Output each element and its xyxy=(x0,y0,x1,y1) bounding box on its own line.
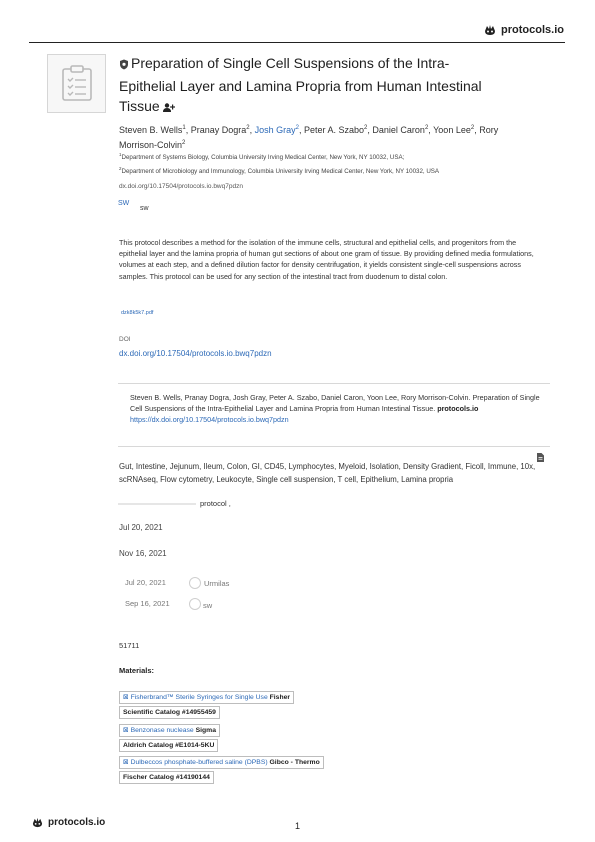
material-item: ⊠ Fisherbrand™ Sterile Syringes for Single Use Fisher xyxy=(119,691,294,704)
materials-heading: Materials: xyxy=(119,666,155,675)
author: Peter A. Szabo$^2$ xyxy=(304,125,368,135)
history-date: Sep 16, 2021 xyxy=(125,599,170,608)
author: Rory Morrison-Colvin$^2$ xyxy=(119,125,499,150)
material-link[interactable]: ⊠ Fisherbrand™ Sterile Syringes for Single Use xyxy=(123,694,268,701)
pdf-attachment-link[interactable]: dzk8k5k7.pdf xyxy=(121,310,154,316)
shield-icon xyxy=(119,55,129,76)
material-item: ⊠ Dulbeccos phosphate-buffered saline (DPBS) Gibco - Thermo xyxy=(119,756,324,769)
material-catalog: Scientific Catalog #14955459 xyxy=(119,706,220,719)
citation-url[interactable]: https://dx.doi.org/10.17504/protocols.io.bwq7pdzn xyxy=(130,415,289,425)
material-link[interactable]: ⊠ Benzonase nuclease xyxy=(123,727,194,734)
avatar xyxy=(189,598,201,610)
doi-label: DOI xyxy=(119,336,131,343)
author: Yoon Lee$^2$ xyxy=(433,125,475,135)
author-list: Steven B. Wells$^1$, Pranay Dogra$^2$, Josh Gray$^2$, Peter A. Szabo$^2$, Daniel Caron$^2$, Yoon Lee$^2$, Rory Morrison-Colvin$^2$ xyxy=(119,125,499,150)
author: Daniel Caron$^2$ xyxy=(372,125,429,135)
brand-name: protocols.io xyxy=(48,817,106,828)
history-user: sw xyxy=(203,601,213,610)
citation-box xyxy=(118,383,550,447)
author: Steven B. Wells$^1$ xyxy=(119,125,186,135)
protocol-id: 51711 xyxy=(119,641,140,650)
user-badge-initials[interactable]: SW xyxy=(118,200,130,207)
history-user: Urmilas xyxy=(204,579,230,588)
history-date: Jul 20, 2021 xyxy=(125,578,166,587)
author: Pranay Dogra$^2$ xyxy=(190,125,250,135)
add-person-icon xyxy=(163,97,175,118)
material-catalog: Aldrich Catalog #E1014-5KU xyxy=(119,739,218,752)
brand-logo-top[interactable] xyxy=(483,24,564,36)
clipboard-icon xyxy=(62,65,92,101)
abstract: This protocol describes a method for the isolation of the immune cells, structural and epithelial cells, and progenitors from the epithelial layer and the lamina propria of human gut sections of about one gram of tissue. By providing defined media formulations, volumes at each step, and a defined dilution factor for density centrifugation, it yields consistent single-cell suspensions across samples. This protocol can be used for any section of the intestinal tract from duodenum to distal colon. xyxy=(119,238,534,281)
doi-short: dx.doi.org/10.17504/protocols.io.bwq7pdzn xyxy=(119,183,243,190)
created-date: Jul 20, 2021 xyxy=(119,523,163,532)
material-catalog: Fischer Catalog #14190144 xyxy=(119,771,214,784)
header-divider xyxy=(29,42,565,43)
material-item: ⊠ Benzonase nuclease Sigma xyxy=(119,724,220,737)
material-link[interactable]: ⊠ Dulbeccos phosphate-buffered saline (DPBS) xyxy=(123,759,268,766)
affiliation: $^2$Department of Microbiology and Immunology, Columbia University Irving Medical Center, New York, NY 10032, USA xyxy=(119,166,440,176)
page-number: 1 xyxy=(294,821,300,831)
user-badge-name: sw xyxy=(140,205,149,212)
citation-text: Steven B. Wells, Pranay Dogra, Josh Gray, Peter A. Szabo, Daniel Caron, Yoon Lee, Rory Morrison-Colvin. Preparation of Single Cell Suspensions of the Intra-Epithelial Layer and Lamina Propria from Human Intestinal Tissue. protocols.io https://dx.doi.org/10.17504/protocols.io.bwq7pdzn xyxy=(130,393,540,425)
author-link[interactable]: Josh Gray$^2$ xyxy=(254,125,299,135)
title-text: Preparation of Single Cell Suspensions of the Intra-Epithelial Layer and Lamina Propria from Human Intestinal Tissue xyxy=(119,55,482,114)
protocols-logo-icon xyxy=(483,24,497,36)
doi-link[interactable]: dx.doi.org/10.17504/protocols.io.bwq7pdzn xyxy=(119,349,272,358)
protocol-label: protocol , xyxy=(200,499,231,508)
brand-name: protocols.io xyxy=(501,24,564,36)
avatar xyxy=(189,577,201,589)
published-date: Nov 16, 2021 xyxy=(119,549,167,558)
protocol-title xyxy=(119,53,499,118)
placeholder-bar xyxy=(118,503,196,505)
protocol-thumbnail xyxy=(47,54,106,113)
keywords: Gut, Intestine, Jejunum, Ileum, Colon, GI, CD45, Lymphocytes, Myeloid, Isolation, Density Gradient, Ficoll, Immune, 10x, scRNAseq, Flow cytometry, Leukocyte, Single cell suspension, T cell, Epithelium, Lamina propria xyxy=(119,462,536,484)
affiliation: $^1$Department of Systems Biology, Columbia University Irving Medical Center, New York, NY 10032, USA; xyxy=(119,152,405,162)
